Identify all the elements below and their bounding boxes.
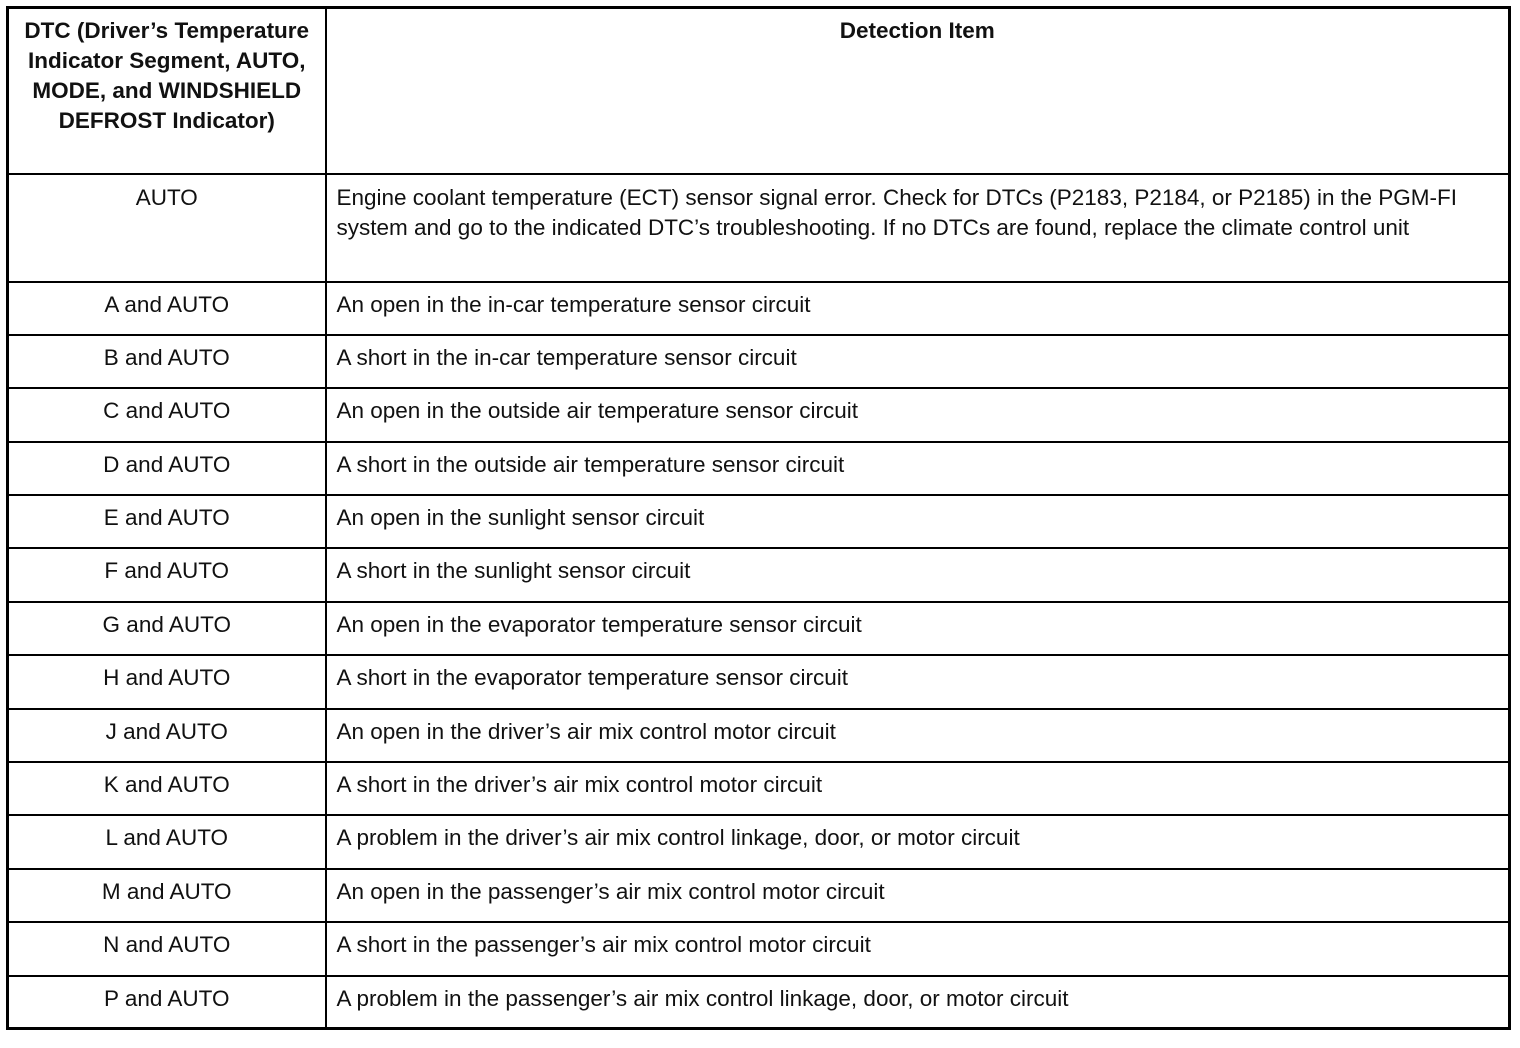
table-row — [8, 709, 1510, 762]
detection-item: A short in the passenger’s air mix control motor circuit — [326, 922, 1510, 975]
table-row — [8, 442, 1510, 495]
dtc-code: L and AUTO — [8, 815, 326, 868]
table-row — [8, 495, 1510, 548]
table-row — [8, 335, 1510, 388]
detection-item: An open in the outside air temperature sensor circuit — [326, 388, 1510, 441]
table-row — [8, 976, 1510, 1029]
dtc-code: H and AUTO — [8, 655, 326, 708]
dtc-code: F and AUTO — [8, 548, 326, 601]
detection-item: A problem in the passenger’s air mix control linkage, door, or motor circuit — [326, 976, 1510, 1029]
table-row — [8, 869, 1510, 922]
table-row — [8, 548, 1510, 601]
dtc-code: E and AUTO — [8, 495, 326, 548]
detection-item: An open in the sunlight sensor circuit — [326, 495, 1510, 548]
table-row — [8, 922, 1510, 975]
detection-item: An open in the in-car temperature sensor circuit — [326, 282, 1510, 335]
header-row — [8, 8, 1510, 174]
table-body — [8, 174, 1510, 1029]
dtc-code: P and AUTO — [8, 976, 326, 1029]
detection-item: A problem in the driver’s air mix control linkage, door, or motor circuit — [326, 815, 1510, 868]
table-header — [8, 8, 1510, 174]
detection-item: A short in the in-car temperature sensor circuit — [326, 335, 1510, 388]
detection-item: An open in the driver’s air mix control motor circuit — [326, 709, 1510, 762]
detection-item: An open in the passenger’s air mix control motor circuit — [326, 869, 1510, 922]
table-row — [8, 815, 1510, 868]
header-detection-item: Detection Item — [326, 8, 1510, 174]
dtc-code: B and AUTO — [8, 335, 326, 388]
detection-item: Engine coolant temperature (ECT) sensor signal error. Check for DTCs (P2183, P2184, or P2185) in the PGM-FI system and go to the indicated DTC’s troubleshooting. If no DTCs are found, replace the climate control unit — [326, 174, 1510, 282]
table-row — [8, 282, 1510, 335]
table-row — [8, 762, 1510, 815]
detection-item: A short in the outside air temperature sensor circuit — [326, 442, 1510, 495]
detection-item: An open in the evaporator temperature sensor circuit — [326, 602, 1510, 655]
detection-item: A short in the sunlight sensor circuit — [326, 548, 1510, 601]
table-row — [8, 388, 1510, 441]
dtc-code: C and AUTO — [8, 388, 326, 441]
table-row — [8, 655, 1510, 708]
dtc-code: D and AUTO — [8, 442, 326, 495]
dtc-code: M and AUTO — [8, 869, 326, 922]
header-dtc: DTC (Driver’s Temperature Indicator Segment, AUTO, MODE, and WINDSHIELD DEFROST Indicator) — [8, 8, 326, 174]
dtc-code: A and AUTO — [8, 282, 326, 335]
table-row — [8, 602, 1510, 655]
dtc-code: N and AUTO — [8, 922, 326, 975]
dtc-code: AUTO — [8, 174, 326, 282]
dtc-code: J and AUTO — [8, 709, 326, 762]
table-row — [8, 174, 1510, 282]
dtc-code: K and AUTO — [8, 762, 326, 815]
detection-item: A short in the evaporator temperature sensor circuit — [326, 655, 1510, 708]
dtc-code: G and AUTO — [8, 602, 326, 655]
detection-item: A short in the driver’s air mix control motor circuit — [326, 762, 1510, 815]
dtc-table — [6, 6, 1511, 1030]
